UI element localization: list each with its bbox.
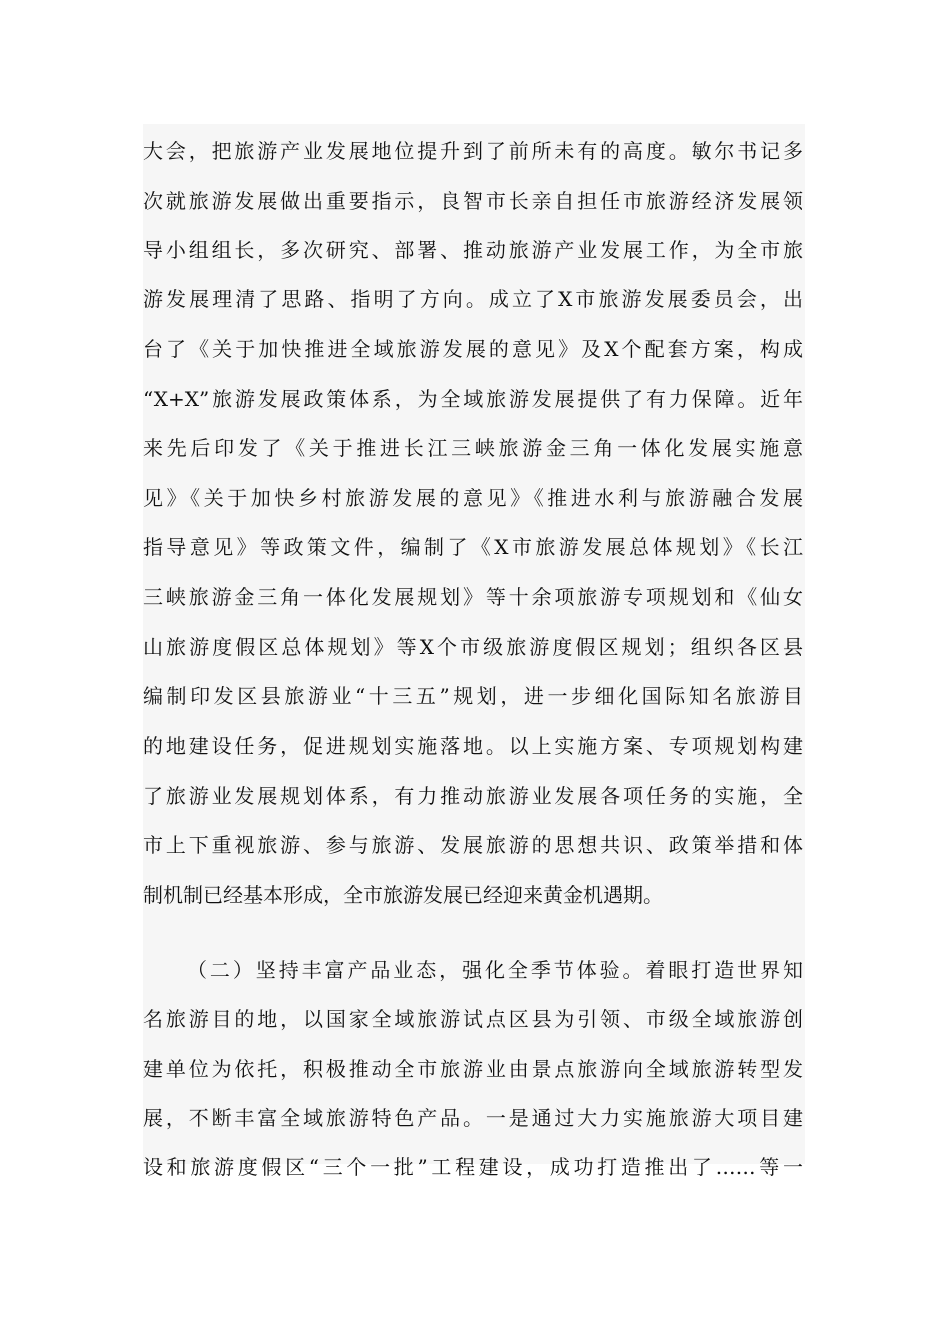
paragraph-1-line-15: 市上下重视旅游、参与旅游、发展旅游的思想共识、政策举措和体 <box>143 833 803 857</box>
paragraph-1-line-16: 制机制已经基本形成，全市旅游发展已经迎来黄金机遇期。 <box>143 883 663 907</box>
paragraph-1-line-13: 的地建设任务，促进规划实施落地。以上实施方案、专项规划构建 <box>143 734 803 758</box>
paragraph-1-line-6: “X+X”旅游发展政策体系，为全域旅游发展提供了有力保障。近年 <box>143 387 803 411</box>
paragraph-1-line-9: 指导意见》等政策文件，编制了《X市旅游发展总体规划》《长江 <box>143 535 803 559</box>
paragraph-1-line-4: 游发展理清了思路、指明了方向。成立了X市旅游发展委员会，出 <box>143 287 803 311</box>
document-body <box>143 124 805 1179</box>
paragraph-1-line-11: 山旅游度假区总体规划》等X个市级旅游度假区规划；组织各区县 <box>143 635 803 659</box>
paragraph-1-line-12: 编制印发区县旅游业“十三五”规划，进一步细化国际知名旅游目 <box>143 684 803 708</box>
paragraph-1-line-10: 三峡旅游金三角一体化发展规划》等十余项旅游专项规划和《仙女 <box>143 585 803 609</box>
paragraph-1-line-7: 来先后印发了《关于推进长江三峡旅游金三角一体化发展实施意 <box>143 436 803 460</box>
paragraph-2-line-2: 名旅游目的地，以国家全域旅游试点区县为引领、市级全域旅游创 <box>143 1007 803 1031</box>
paragraph-2-line-3: 建单位为依托，积极推动全市旅游业由景点旅游向全域旅游转型发 <box>143 1057 803 1081</box>
paragraph-2-line-4: 展，不断丰富全域旅游特色产品。一是通过大力实施旅游大项目建 <box>143 1106 803 1130</box>
paragraph-1-line-2: 次就旅游发展做出重要指示，良智市长亲自担任市旅游经济发展领 <box>143 189 803 213</box>
paragraph-1-line-5: 台了《关于加快推进全域旅游发展的意见》及X个配套方案，构成 <box>143 337 803 361</box>
paragraph-2-line-5: 设和旅游度假区“三个一批”工程建设，成功打造推出了……等一 <box>143 1155 803 1179</box>
paragraph-1-line-3: 导小组组长，多次研究、部署、推动旅游产业发展工作，为全市旅 <box>143 238 803 262</box>
paragraph-2-line-1: （二）坚持丰富产品业态，强化全季节体验。着眼打造世界知 <box>187 958 803 982</box>
paragraph-1-line-1: 大会，把旅游产业发展地位提升到了前所未有的高度。敏尔书记多 <box>143 139 803 163</box>
paragraph-1-line-8: 见》《关于加快乡村旅游发展的意见》《推进水利与旅游融合发展 <box>143 486 803 510</box>
paragraph-1-line-14: 了旅游业发展规划体系，有力推动旅游业发展各项任务的实施，全 <box>143 784 803 808</box>
